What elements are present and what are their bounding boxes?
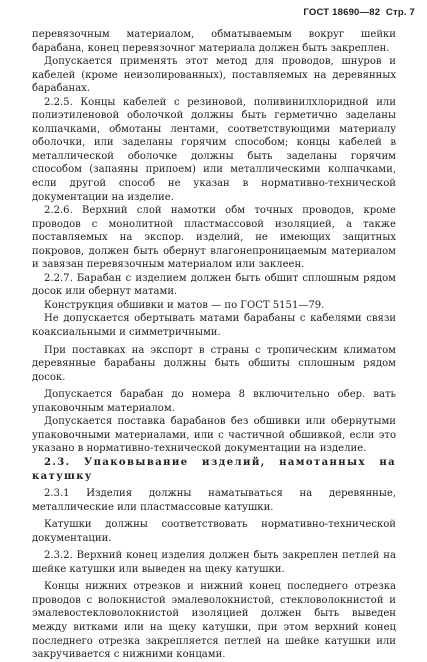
paragraph: Допускается поставка барабанов без обшивки или обернутыми упаковочными материалами, или с частичной обшивкой, если это указано в нормативно-технической документации на изделие.	[32, 416, 396, 455]
clause-2-2-7: 2.2.7. Барабан с изделием должен быть обшит сплошным рядом досок или обернут матами.	[32, 272, 396, 298]
standard-number: ГОСТ 18690—82	[303, 7, 381, 18]
paragraph: Допускается барабан до номера 8 включительно обер. вать упаковочным материалом.	[32, 389, 396, 414]
page-header	[303, 7, 415, 18]
paragraph: Катушки должны соответствовать нормативно-технической документации.	[32, 519, 396, 544]
document-body	[32, 28, 396, 662]
page-number: Стр. 7	[385, 7, 415, 18]
paragraph: Допускается применять этот метод для проводов, шнуров и кабелей (кроме неизолированных), поставляемых на деревянных барабанах.	[32, 56, 396, 95]
clause-2-3-2: 2.3.2. Верхний конец изделия должен быть закреплен петлей на шейке катушки или выведен на щеку катушки.	[32, 550, 396, 575]
clause-2-2-5: 2.2.5. Концы кабелей с резиновой, поливинилхлоридной или полиэтиленовой оболочкой должны быть герметично заделаны колпачками, обмотаны лентами, соответствующими материалу оболочки, или заделаны горячим способом; концы кабелей в металлической оболочке должны быть заделаны горячим способом (запаяны припоем) или металлическими колпачками, если другой способ не указан в нормативно-технической документации на изделие.	[32, 96, 396, 203]
section-heading-2-3: 2.3. Упаковывание изделий, намотанных на катушку	[32, 456, 396, 482]
clause-2-3-1: 2.3.1 Изделия должны наматываться на деревянные, металлические или пластмассовые катушки.	[32, 488, 396, 513]
paragraph: перевязочным материалом, обматываемым вокруг шейки барабана, конец перевязочног материала должен быть закреплен.	[32, 29, 396, 54]
paragraph: Конструкция обшивки и матов — по ГОСТ 5151—79.	[44, 299, 325, 311]
paragraph: Концы нижних отрезков и нижний конец последнего отрезка проводов с волокнистой эмалеволокнистой, стекловолокнистой и эмалевостекловолокнистой изоляцией должен быть выведен между витками или на щеку катушки, при этом верхний конец последнего отрезка закрепляется петлей на шейке катушки или закручивается с нижними концами.	[32, 581, 396, 661]
paragraph: Не допускается обертывать матами барабаны с кабелями связи коаксиальными и симметричными.	[32, 313, 396, 339]
clause-2-2-6: 2.2.6. Верхний слой намотки обм точных проводов, кроме проводов с монолитной пластмассовой изоляцией, а также поставляемых на экспор. изделий, не имеющих защитных покровов, должен быть обернут влагонепроницаемым материалом и завязан перевязочным материалом или заклеен.	[32, 205, 396, 271]
paragraph: При поставках на экспорт в страны с тропическим климатом деревянные барабаны должны быть обшиты сплошным рядом досок.	[32, 344, 396, 383]
